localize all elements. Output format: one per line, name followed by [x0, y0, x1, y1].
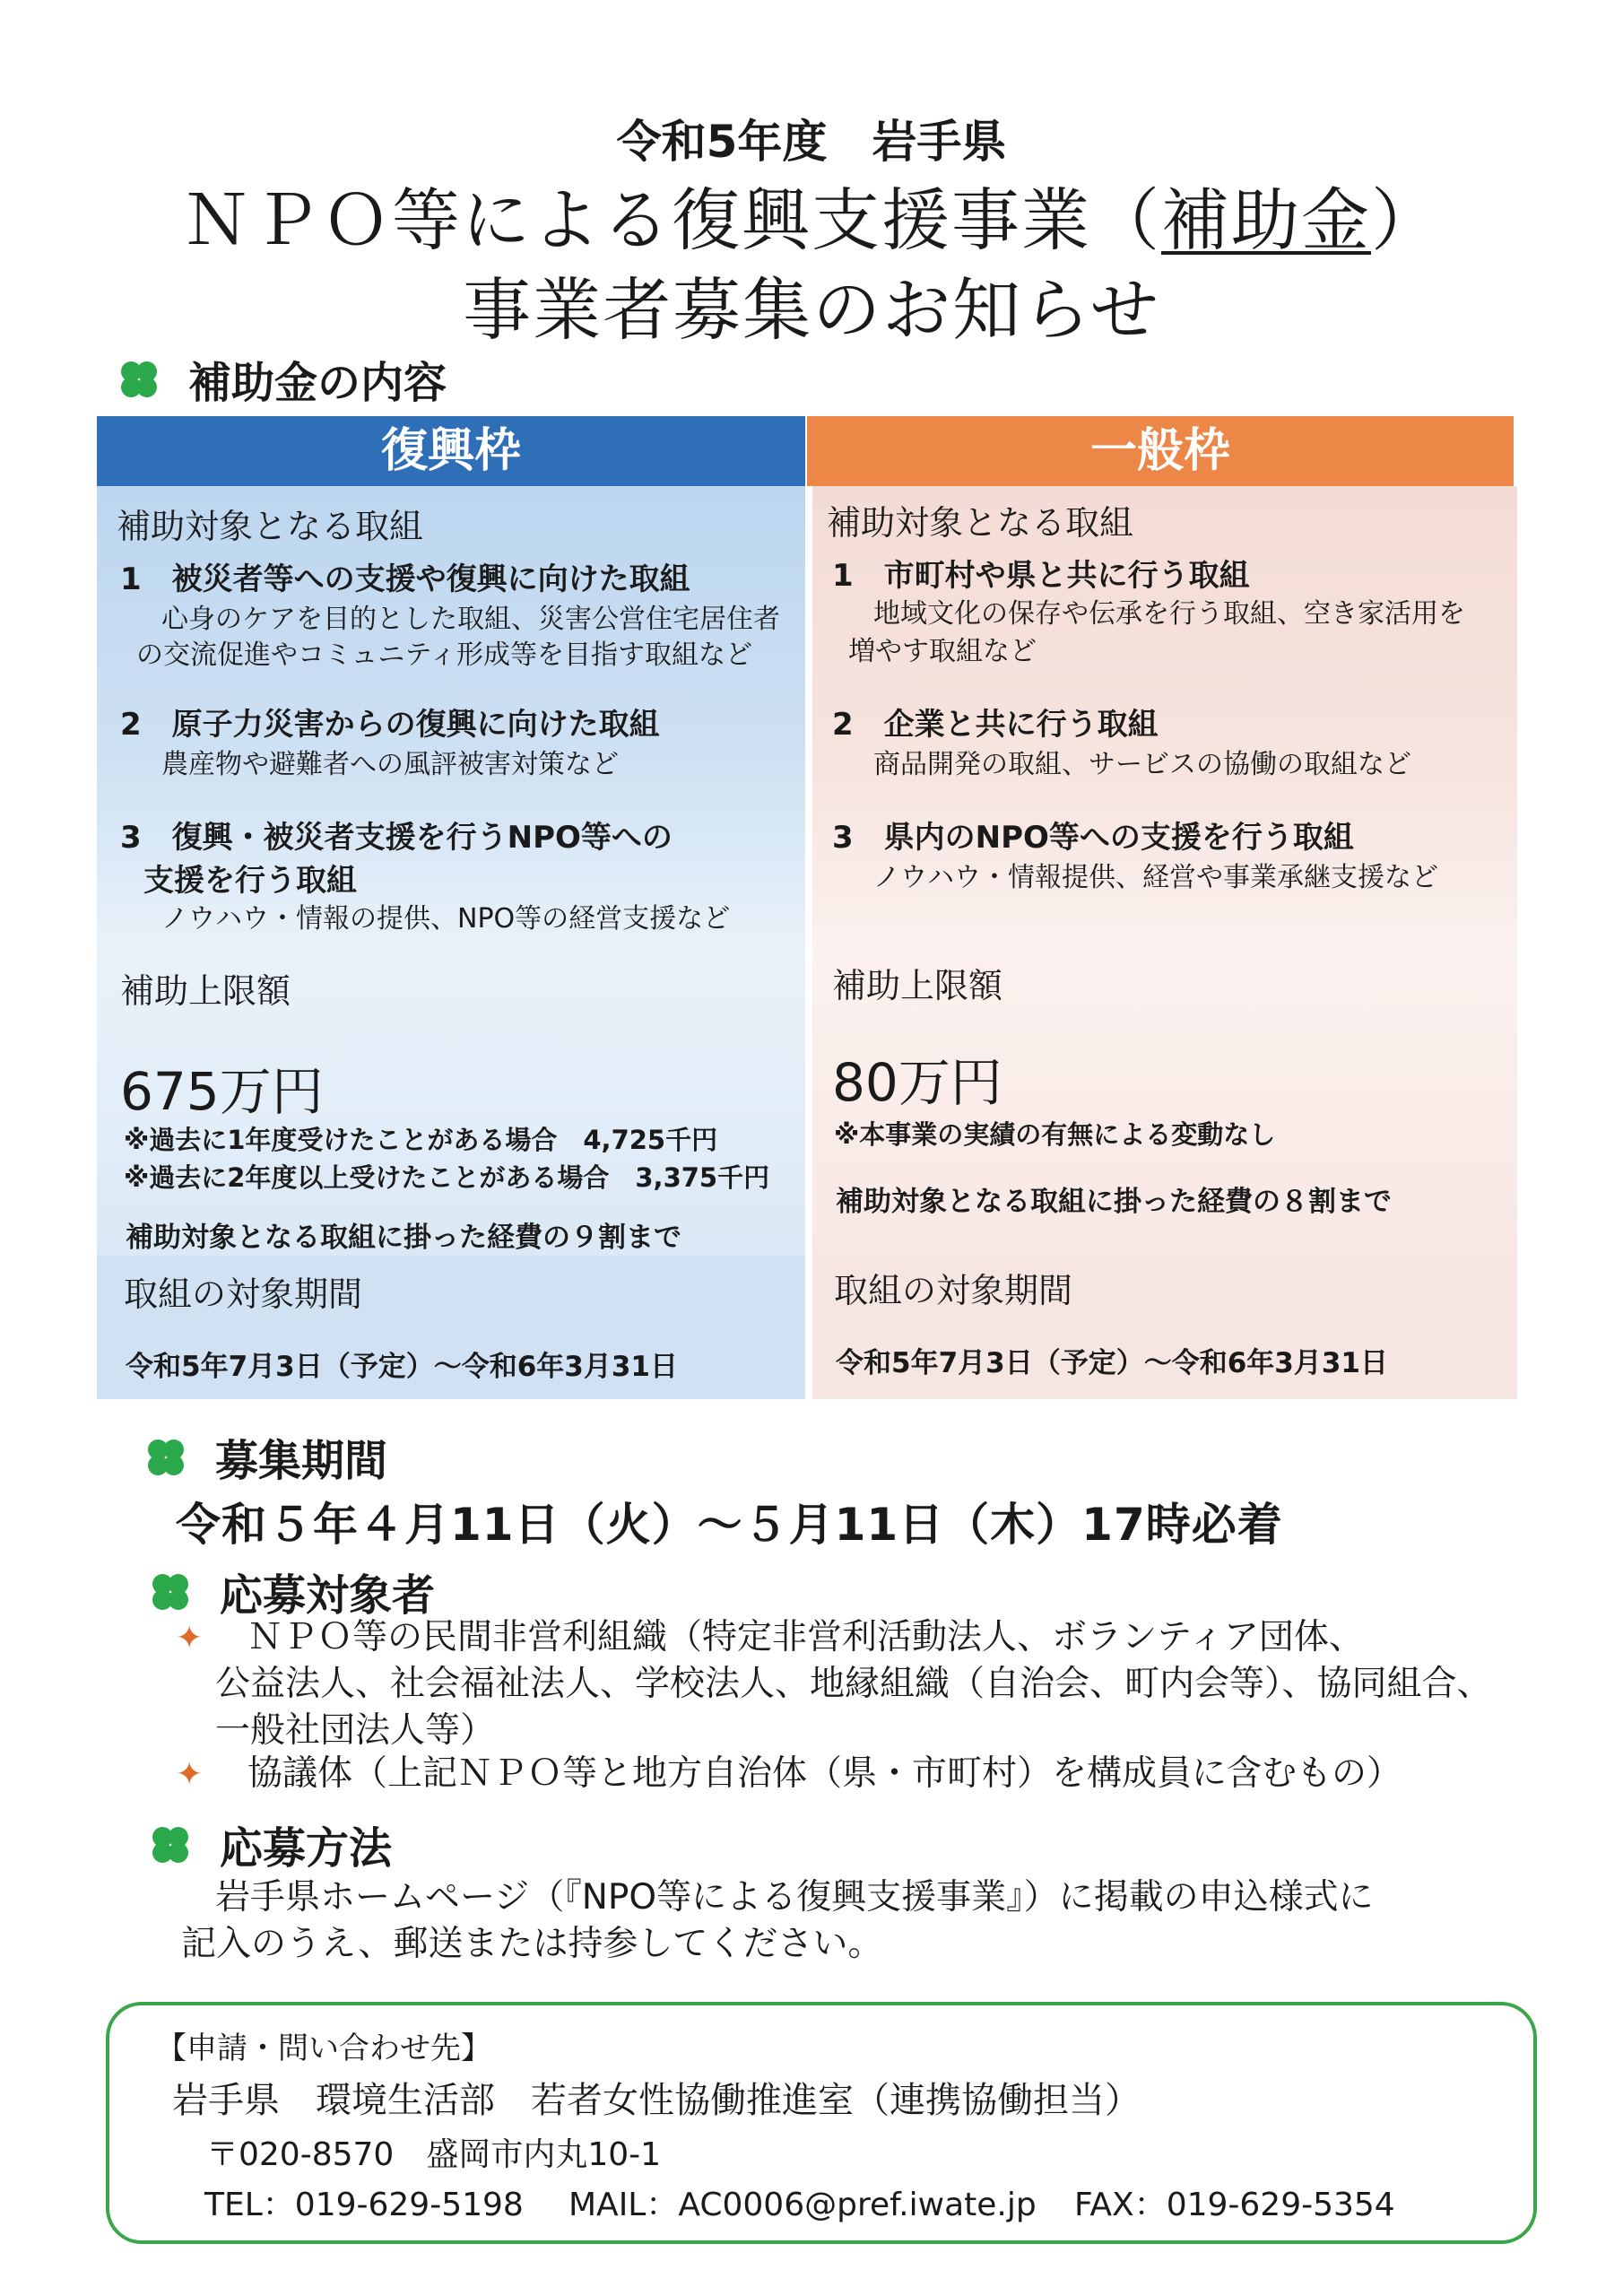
- fukko-item-1-title: 1 被災者等への支援や復興に向けた取組: [120, 561, 690, 597]
- ippan-header: 一般枠: [807, 416, 1514, 486]
- section-eligible-heading: [148, 1561, 435, 1622]
- section-method-title: 応募方法: [220, 1823, 393, 1874]
- fukko-header: 復興枠: [97, 416, 805, 486]
- fukko-limit-panel: [97, 951, 805, 1256]
- fukko-item-1-desc2: の交流促進やコミュニティ形成等を目指す取組など: [136, 639, 752, 671]
- ippan-rate: 補助対象となる取組に掛った経費の８割まで: [836, 1186, 1392, 1218]
- ippan-note-1: ※本事業の実績の有無による変動なし: [834, 1119, 1276, 1150]
- clover-icon: [148, 1822, 193, 1867]
- contact-mail: MAIL：AC0006@pref.iwate.jp: [568, 2187, 1037, 2223]
- section-content-heading: [117, 348, 447, 410]
- fukko-initiatives-panel: [97, 486, 805, 951]
- clover-icon: [143, 1435, 188, 1480]
- section-method-heading: [148, 1813, 392, 1875]
- fukko-period-panel: [97, 1256, 805, 1399]
- fukko-note-1: ※過去に1年度受けたことがある場合 4,725千円: [124, 1125, 718, 1155]
- ippan-initiatives-label: 補助対象となる取組: [827, 503, 1134, 543]
- ippan-item-1-desc2: 増やす取組など: [848, 636, 1037, 667]
- fukko-note-2: ※過去に2年度以上受けたことがある場合 3,375千円: [124, 1162, 770, 1193]
- fukko-limit-amount: 675万円: [120, 1061, 324, 1122]
- contact-heading: 【申請・問い合わせ先】: [156, 2031, 491, 2066]
- ippan-item-2-title: 2 企業と共に行う取組: [832, 707, 1159, 743]
- clover-icon: [117, 357, 161, 402]
- contact-fax: FAX：019-629-5354: [1074, 2187, 1395, 2223]
- fukko-initiatives-label: 補助対象となる取組: [117, 507, 424, 546]
- ippan-item-3-title: 3 県内のNPO等への支援を行う取組: [832, 820, 1354, 856]
- fukko-item-2-title: 2 原子力災害からの復興に向けた取組: [120, 707, 660, 743]
- eligible-item-1-line2: 公益法人、社会福祉法人、学校法人、地縁組織（自治会、町内会等）、協同組合、: [215, 1664, 1492, 1704]
- sparkle-icon: ✦: [176, 1620, 204, 1657]
- fukko-item-1-desc: 心身のケアを目的とした取組、災害公営住宅居住者: [161, 604, 780, 635]
- section-period-title: 募集期間: [215, 1436, 388, 1486]
- sparkle-icon: ✦: [176, 1756, 204, 1793]
- eligible-item-2-text: 協議体（上記ＮＰＯ等と地方自治体（県・市町村）を構成員に含むもの）: [247, 1753, 1402, 1794]
- fukko-period-label: 取組の対象期間: [124, 1274, 363, 1314]
- ippan-period-label: 取組の対象期間: [834, 1271, 1073, 1310]
- ippan-initiatives-panel: [812, 486, 1517, 951]
- eligible-item-1-line3: 一般社団法人等）: [215, 1710, 496, 1751]
- method-line-1: 岩手県ホームページ（『NPO等による復興支援事業』）に掲載の申込様式に: [215, 1877, 1374, 1918]
- sub-title: 令和5年度 岩手県: [616, 116, 1007, 168]
- title-underlined: 補助金: [1161, 180, 1371, 260]
- fukko-item-3-title2: 支援を行う取組: [143, 863, 357, 899]
- eligible-item-2: [176, 1751, 1402, 1798]
- fukko-item-2-desc: 農産物や避難者への風評被害対策など: [161, 749, 619, 780]
- ippan-item-2-desc: 商品開発の取組、サービスの協働の取組など: [873, 749, 1411, 780]
- contact-address: 〒020-8570 盛岡市内丸10-1: [206, 2136, 662, 2173]
- recruitment-period: 令和５年４月11日（火）～５月11日（木）17時必着: [176, 1499, 1283, 1551]
- ippan-limit-label: 補助上限額: [832, 966, 1003, 1005]
- title-prefix: ＮＰＯ等による復興支援事業（: [182, 180, 1161, 260]
- ippan-limit-panel: [812, 951, 1517, 1256]
- fukko-item-3-desc: ノウハウ・情報の提供、NPO等の経営支援など: [161, 903, 731, 935]
- contact-tel: TEL：019-629-5198: [204, 2187, 524, 2223]
- fukko-rate: 補助対象となる取組に掛った経費の９割まで: [126, 1222, 681, 1254]
- ippan-limit-amount: 80万円: [832, 1052, 1002, 1113]
- clover-icon: [148, 1570, 193, 1614]
- eligible-item-1-line1: ＮＰＯ等の民間非営利組織（特定非営利活動法人、ボランティア団体、: [247, 1617, 1364, 1657]
- ippan-item-1-desc: 地域文化の保存や伝承を行う取組、空き家活用を: [873, 598, 1465, 630]
- fukko-period: 令和5年7月3日（予定）～令和6年3月31日: [126, 1351, 678, 1383]
- section-period-heading: [143, 1426, 387, 1488]
- ippan-period-panel: [812, 1256, 1517, 1399]
- ippan-period: 令和5年7月3日（予定）～令和6年3月31日: [836, 1347, 1388, 1379]
- method-line-2: 記入のうえ、郵送または持参してください。: [181, 1924, 883, 1964]
- eligible-item-1: [176, 1614, 1364, 1662]
- section-content-title: 補助金の内容: [188, 358, 447, 408]
- title-suffix: ）: [1371, 180, 1441, 260]
- contact-department: 岩手県 環境生活部 若者女性協働推進室（連携協働担当）: [172, 2080, 1141, 2121]
- section-eligible-title: 応募対象者: [220, 1570, 436, 1621]
- contact-box: [106, 2002, 1537, 2244]
- fukko-limit-label: 補助上限額: [120, 971, 291, 1011]
- ippan-item-1-title: 1 市町村や県と共に行う取組: [832, 558, 1250, 594]
- ippan-item-3-desc: ノウハウ・情報提供、経営や事業承継支援など: [873, 862, 1438, 893]
- main-title-line1: [0, 166, 1623, 264]
- fukko-item-3-title: 3 復興・被災者支援を行うNPO等への: [120, 820, 673, 856]
- main-title-line2: 事業者募集のお知らせ: [463, 270, 1160, 350]
